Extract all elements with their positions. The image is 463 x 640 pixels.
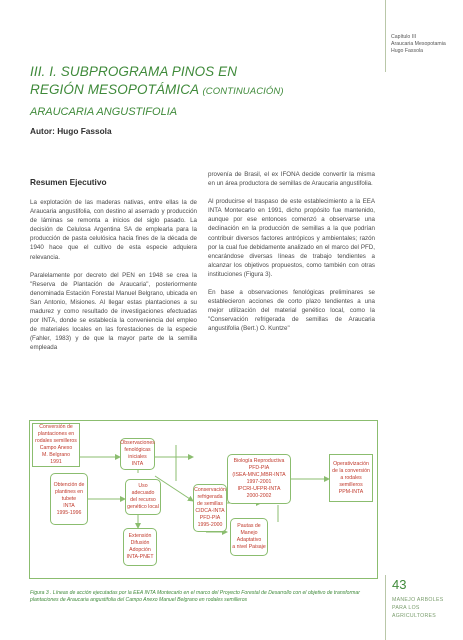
paragraph: Al producirse el traspaso de este establecimiento a la EEA INTA Montecarlo en 1991, dicho propósito fue mantenido, aunque por ese entonces comenzó a observarse una declinación en la producción de semillas a la que podrían contribuir diversos factores antrópicos y ambientales; razón por la cual fue debidamente analizado en el marco del PFD, encarándose diversas líneas de trabajo tendientes a alcanzar los objetivos propuestos, como también con otras instituciones (Figura 3). [208,198,375,278]
footer-line-3: AGRICULTORES [392,613,437,619]
chapter-info [391,34,446,55]
box-biologia-reproductiva: Biología Reproductiva PFD-PIA (ISEA-MNC,MBR-INTA 1997-2001 IPCRI-UFPR-INTA 2000-2002 [227,454,291,504]
author-line: Autor: Hugo Fassola [30,126,112,136]
paragraph: La explotación de las maderas nativas, entre ellas la de Araucaria angustifolia, con destino al aserrado y producción de láminas se remonta a inicios del siglo pasado. La decisión de Celulosa Argentina SA de emplearla para la producción de pasta celulósica hacia fines de la década de 1940 hace que el cultivo de esta especie adquiera relevancia. [30,199,197,261]
text-column-right [208,170,375,343]
paragraph: En base a observaciones fenológicas preliminares se establecieron acciones de corto plazo tendientes a una mejor utilización del material genético local, como la "Conservación refrigerada de semillas de Araucaria angustifolia (Bert.) O. Kuntze" [208,289,375,333]
figure-caption: Figura 3 . Líneas de acción ejecutadas por la EEA INTA Montecarlo en el marco del Proyecto Forestal de Desarrollo con el objetivo de transformar plantaciones de Araucaria angustifolia del Campo Anexo Manuel Belgrano en rodales semilleros [30,590,360,603]
box-conversion-plantaciones: Conversión de plantaciones en rodales semilleros Campo Anexo M. Belgrano 1991 [32,423,80,467]
page-number: 43 [392,577,407,592]
page-title [30,63,350,101]
chapter-topic: Araucaria Mesopotamia [391,41,446,47]
chapter-label: Capítulo III [391,34,417,40]
box-obtencion-plantines: Obtención de plantines en tubete INTA 1995-1996 [50,473,88,525]
box-conservacion-refrigerada: Conservación refrigerada de semillas CIDCA-INTA PFD-PIA 1995-2000 [193,484,227,532]
footer-line-1: MANEJO ARBOLES [392,597,444,603]
footer-line-2: PARA LOS [392,605,420,611]
title-continuation: (CONTINUACIÓN) [202,86,284,97]
text-column-left [30,198,197,362]
header-divider [385,0,386,72]
box-operativizacion: Operativización de la conversión a rodales semilleros PPM-INTA [329,454,373,502]
paragraph: Paralelamente por decreto del PEN en 1948 se crea la "Reserva de Plantación de Araucaria", posteriormente denominada Estación Forestal Manuel Belgrano, ubicada en San Antonio, Misiones. Al llegar estas plantaciones a su madurez y como resultado de investigaciones efectuadas por INTA, donde se establecía la conveniencia del empleo de materiales locales en las forestaciones de la especie (Fahler, 1983) y de que la mayor parte de la semilla empleada [30,271,197,352]
species-subtitle: ARAUCARIA ANGUSTIFOLIA [30,106,178,118]
title-line-1: III. I. SUBPROGRAMA PINOS EN [30,64,238,79]
footer-info [392,596,443,620]
paragraph: provenía de Brasil, el ex IFONA decide convertir la misma en un área productora de semillas de Araucaria angustifolia. [208,171,375,188]
section-heading: Resumen Ejecutivo [30,177,107,187]
box-pautas-manejo: Pautas de Manejo Adaptativo a nivel Paisaje [230,518,268,556]
chapter-author: Hugo Fassola [391,48,424,54]
box-extension-difusion: Extensión Difusión Adopción INTA-PNET [123,528,157,566]
box-observaciones-fenologicas: Observaciones fenológicas iniciales INTA [120,438,155,470]
footer-divider [385,575,386,640]
title-line-2 [30,81,350,101]
box-uso-adecuado: Uso adecuado del recurso genético local [125,479,161,515]
action-lines-diagram [29,420,378,579]
title-region: REGIÓN MESOPOTÁMICA [30,82,199,97]
